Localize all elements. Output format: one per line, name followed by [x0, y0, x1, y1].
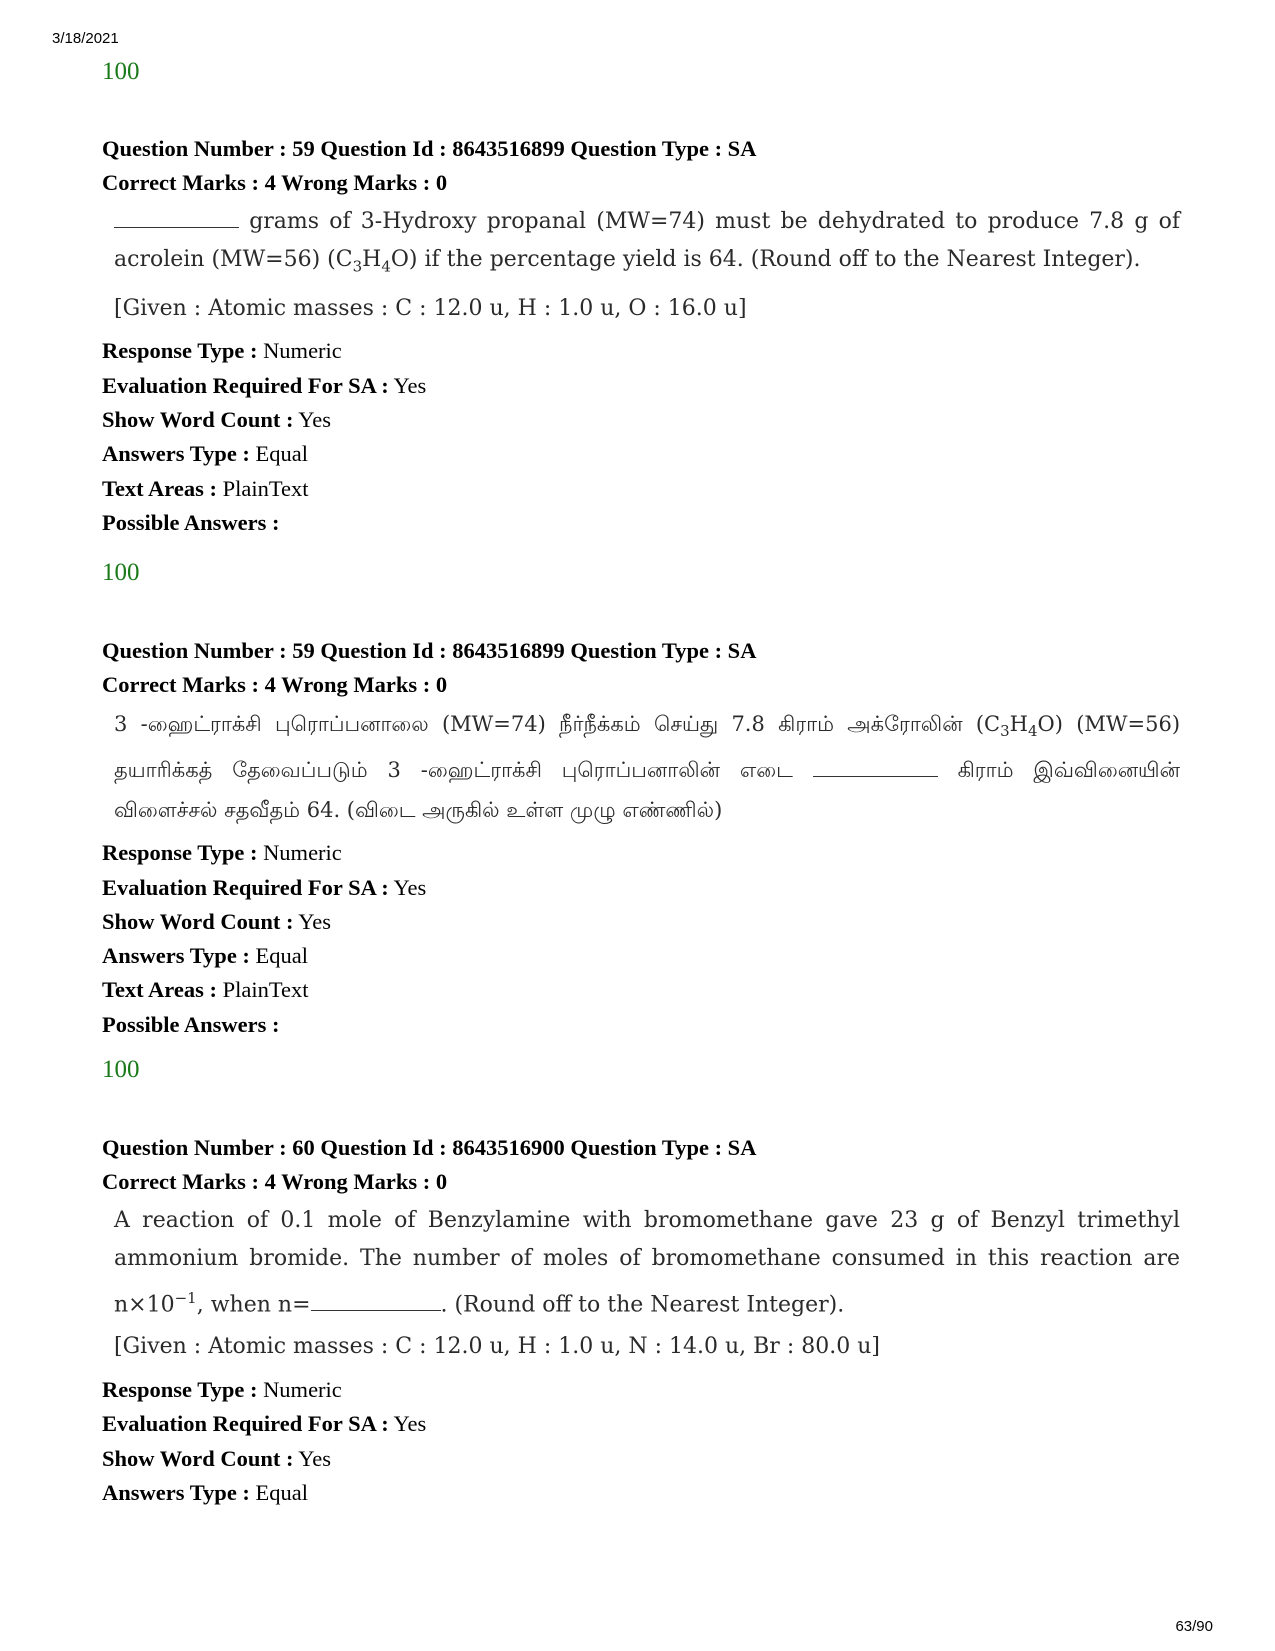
- given-atomic-masses: [Given : Atomic masses : C : 12.0 u, H : 1.0 u, O : 16.0 u]: [114, 295, 747, 321]
- question-text: A reaction of 0.1 mole of Benzylamine with bromomethane gave 23 g of Benzyl trimethyl ammonium bromide. The number of moles of bromomethane consumed in this reaction are $n\times 10^{-1}$, when n= . (Round off to the Nearest Integer). [Given : Atomic masses : C : 12.0 u, H : 1.0 u, N : 14.0 u, Br : 80.0 u]: [114, 1202, 1180, 1367]
- answer-blank: [311, 1288, 441, 1311]
- meta-value: Numeric: [257, 840, 342, 866]
- meta-label: Answers Type :: [102, 1479, 250, 1505]
- given-atomic-masses: [Given : Atomic masses : C : 12.0 u, H : 1.0 u, N : 14.0 u, Br : 80.0 u]: [114, 1334, 880, 1360]
- meta-label: Show Word Count :: [102, 407, 294, 433]
- meta-value: Numeric: [257, 338, 342, 364]
- meta-value: Yes: [388, 1411, 427, 1437]
- question-header: Question Number : 59 Question Id : 8643516899 Question Type : SA: [102, 136, 757, 161]
- meta-value: Equal: [249, 943, 309, 969]
- meta-value: Equal: [249, 1479, 309, 1505]
- meta-value: Yes: [388, 372, 427, 398]
- meta-label: Response Type :: [102, 1376, 258, 1402]
- question-block: [102, 132, 1182, 540]
- question-meta-list: [102, 1373, 1182, 1510]
- possible-answer-value: 100: [102, 58, 140, 85]
- possible-answer-value: 100: [102, 559, 140, 586]
- meta-value: PlainText: [217, 977, 309, 1003]
- answer-blank: [813, 754, 938, 777]
- question-block: [102, 1131, 1182, 1510]
- meta-label: Text Areas :: [102, 977, 217, 1003]
- question-meta-list: [102, 334, 1182, 540]
- meta-label: Evaluation Required For SA :: [102, 1411, 389, 1437]
- question-marks: Correct Marks : 4 Wrong Marks : 0: [102, 170, 448, 196]
- page-number: 63/90: [1175, 1618, 1213, 1635]
- question-text: 3 -ஹைட்ராக்சி புரொப்பனாலை (MW=74) நீர்நீக்கம் செய்து 7.8 கிராம் அக்ரோலின் $(C_3H_4O)$ (MW=56) தயாரிக்கத் தேவைப்படும் 3 -ஹைட்ராக்சி புரொப்பனாலின் எடை கிராம் இவ்வினையின் விளைச்சல் சதவீதம் 64. (விடை அருகில் உள்ள முழு எண்ணில்): [114, 711, 1181, 822]
- meta-label: Answers Type :: [102, 441, 250, 467]
- question-header: Question Number : 60 Question Id : 8643516900 Question Type : SA: [102, 1135, 757, 1160]
- meta-value: Equal: [249, 441, 309, 467]
- meta-label: Response Type :: [102, 338, 258, 364]
- possible-answer-value: 100: [102, 1056, 140, 1083]
- question-meta-list: [102, 836, 1182, 1042]
- meta-label: Response Type :: [102, 840, 258, 866]
- question-block: [102, 634, 1182, 1042]
- question-marks: Correct Marks : 4 Wrong Marks : 0: [102, 1169, 448, 1195]
- meta-label: Show Word Count :: [102, 1445, 294, 1471]
- meta-label: Show Word Count :: [102, 908, 294, 934]
- meta-label: Evaluation Required For SA :: [102, 874, 389, 900]
- meta-value: PlainText: [217, 475, 309, 501]
- question-marks: Correct Marks : 4 Wrong Marks : 0: [102, 672, 448, 698]
- meta-label: Answers Type :: [102, 943, 250, 969]
- question-text: grams of 3-Hydroxy propanal (MW=74) must be dehydrated to produce 7.8 g of acrolein (MW=56) $(C_3H_4O)$ if the percentage yield is 64. (Round off to the Nearest Integer). [Given : Atomic masses : C : 12.0 u, H : 1.0 u, O : 16.0 u]: [114, 203, 1180, 329]
- meta-value: Yes: [293, 407, 332, 433]
- meta-value: Numeric: [257, 1376, 342, 1402]
- answer-blank: [114, 205, 239, 228]
- meta-label: Possible Answers :: [102, 509, 280, 535]
- question-header: Question Number : 59 Question Id : 8643516899 Question Type : SA: [102, 638, 757, 663]
- meta-value: Yes: [293, 908, 332, 934]
- meta-label: Evaluation Required For SA :: [102, 372, 389, 398]
- meta-value: Yes: [388, 874, 427, 900]
- meta-label: Possible Answers :: [102, 1011, 280, 1037]
- meta-value: Yes: [293, 1445, 332, 1471]
- page-date: 3/18/2021: [52, 30, 119, 47]
- meta-label: Text Areas :: [102, 475, 217, 501]
